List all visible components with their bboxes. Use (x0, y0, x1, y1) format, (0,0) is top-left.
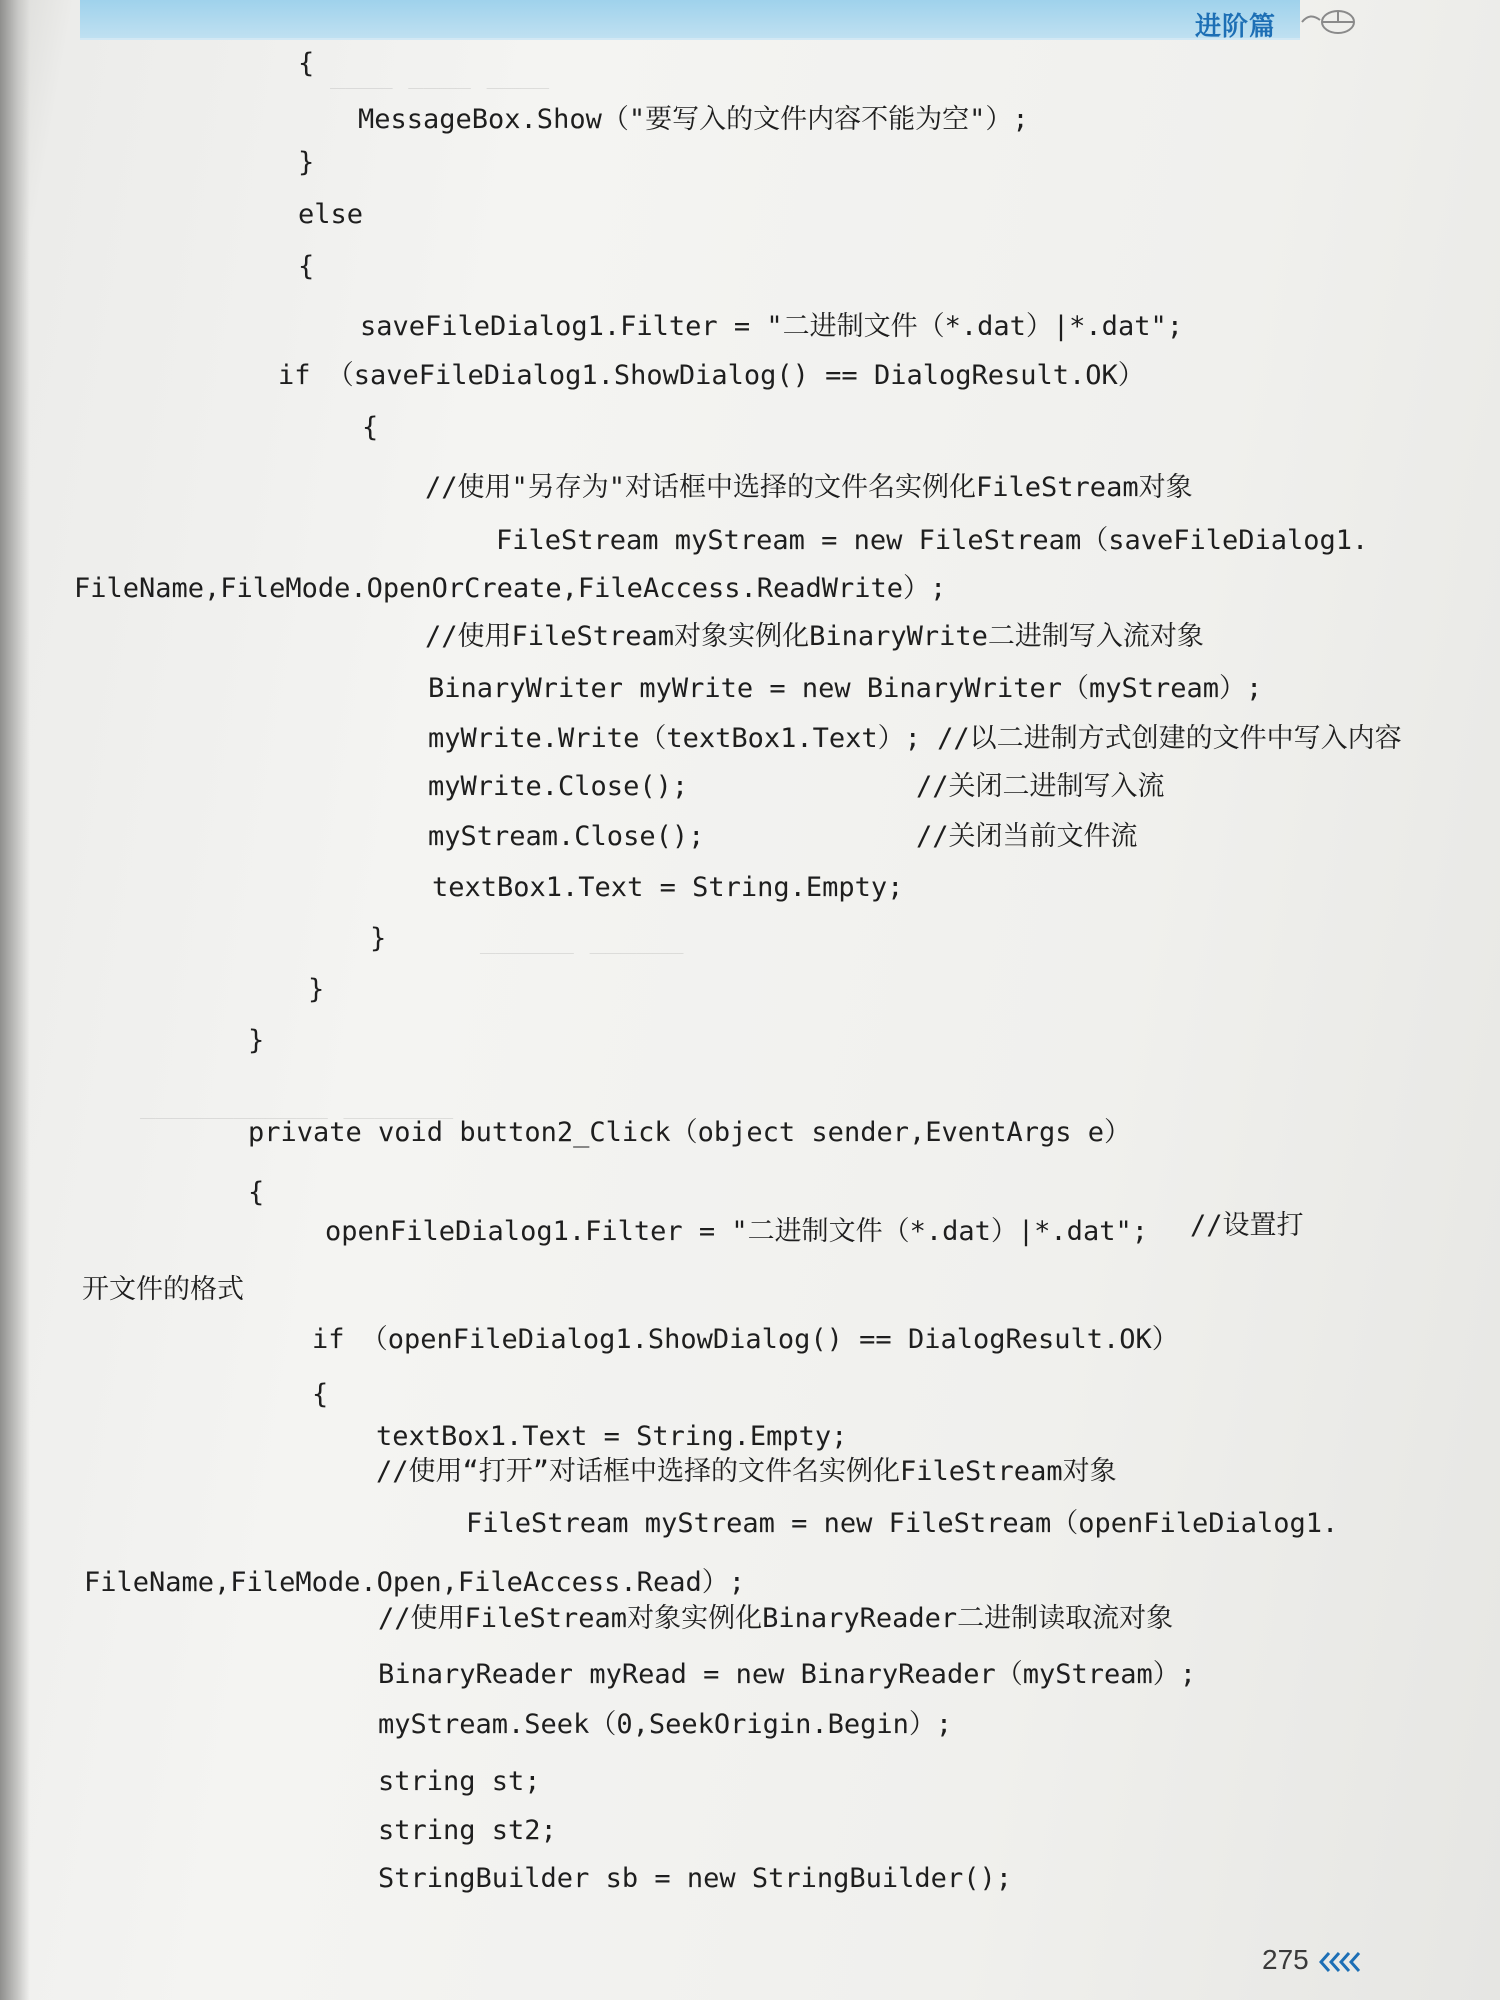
code-line: { (312, 1379, 329, 1410)
code-line: FileStream myStream = new FileStream（saveFileDialog1. (496, 525, 1369, 556)
section-title: 进阶篇 (1195, 12, 1277, 42)
code-line: FileName,FileMode.OpenOrCreate,FileAccess.ReadWrite）; (74, 573, 947, 604)
code-line: { (298, 251, 315, 282)
code-line: FileName,FileMode.Open,FileAccess.Read）; (84, 1567, 745, 1598)
code-line: textBox1.Text = String.Empty; (376, 1421, 848, 1452)
code-line: myWrite.Close(); (428, 771, 689, 802)
code-line: private void button2_Click（object sender,EventArgs e） (248, 1117, 1132, 1148)
header-band (80, 0, 1300, 40)
code-line: string st; (378, 1766, 541, 1797)
code-line: { (298, 48, 315, 79)
code-line: } (298, 147, 315, 178)
code-line: BinaryReader myRead = new BinaryReader（myStream）; (378, 1659, 1197, 1690)
code-line: myStream.Seek（0,SeekOrigin.Begin）; (378, 1709, 953, 1740)
code-line: //使用FileStream对象实例化BinaryReader二进制读取流对象 (378, 1603, 1174, 1634)
code-line: MessageBox.Show（"要写入的文件内容不能为空"）; (358, 104, 1029, 135)
code-line: { (248, 1177, 265, 1208)
code-line: } (370, 923, 387, 954)
code-line: //使用"另存为"对话框中选择的文件名实例化FileStream对象 (425, 472, 1193, 503)
code-line: myWrite.Write（textBox1.Text）; //以二进制方式创建的文件中写入内容 (428, 723, 1402, 754)
code-line: myStream.Close(); (428, 821, 705, 852)
bleed-through-text: ____ ____ ____ (330, 60, 550, 90)
code-comment: //设置打 (1190, 1210, 1304, 1241)
code-line: textBox1.Text = String.Empty; (432, 872, 904, 903)
code-line: if （openFileDialog1.ShowDialog() == DialogResult.OK） (312, 1324, 1179, 1355)
code-line: BinaryWriter myWrite = new BinaryWriter（myStream）; (428, 673, 1263, 704)
code-line: saveFileDialog1.Filter = "二进制文件（*.dat）|*.dat"; (360, 311, 1183, 342)
code-line: } (248, 1025, 265, 1056)
code-line: { (362, 412, 379, 443)
code-comment: //关闭二进制写入流 (916, 771, 1165, 802)
chevron-left-icon (1318, 1950, 1368, 1974)
code-line: if （saveFileDialog1.ShowDialog() == DialogResult.OK） (278, 360, 1145, 391)
code-line: StringBuilder sb = new StringBuilder(); (378, 1863, 1012, 1894)
page-number: 275 (1262, 1944, 1309, 1975)
bleed-through-text: ______ ______ (480, 925, 684, 955)
code-comment: //关闭当前文件流 (916, 821, 1138, 852)
mouse-icon (1300, 8, 1358, 36)
code-line: else (298, 199, 364, 230)
code-line: 开文件的格式 (82, 1274, 244, 1305)
bleed-through-text: _______ ____________ (140, 1090, 454, 1120)
code-line: openFileDialog1.Filter = "二进制文件（*.dat）|*.dat"; (325, 1216, 1148, 1247)
code-line: //使用FileStream对象实例化BinaryWrite二进制写入流对象 (425, 621, 1204, 652)
code-line: FileStream myStream = new FileStream（openFileDialog1. (466, 1508, 1339, 1539)
code-line: string st2; (378, 1815, 557, 1846)
code-line: //使用“打开”对话框中选择的文件名实例化FileStream对象 (376, 1456, 1117, 1487)
code-line: } (308, 974, 325, 1005)
book-spine-shadow (0, 0, 30, 2000)
